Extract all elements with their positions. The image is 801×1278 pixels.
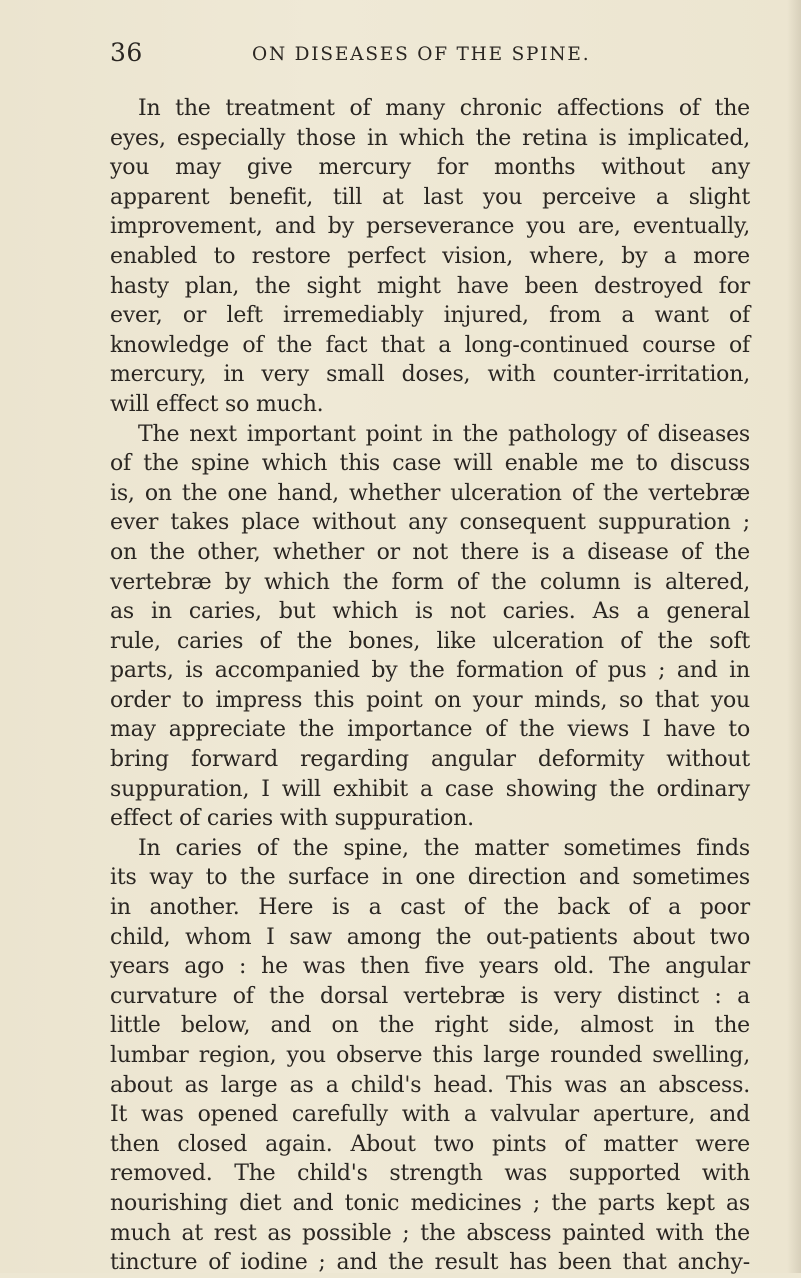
text-line: years ago : he was then five years old. The angular bbox=[110, 954, 750, 980]
page-edge-shadow bbox=[787, 0, 801, 1273]
text-line: order to impress this point on your minds, so that you bbox=[110, 687, 750, 713]
text-line: is, on the one hand, whether ulceration of the vertebræ bbox=[110, 480, 750, 506]
text-line: ever, or left irremediably injured, from a want of bbox=[110, 303, 750, 329]
text-line: will effect so much. bbox=[110, 391, 324, 417]
text-line: suppuration, I will exhibit a case showing the ordinary bbox=[110, 776, 750, 802]
page-number: 36 bbox=[110, 38, 143, 67]
text-line: on the other, whether or not there is a disease of the bbox=[110, 539, 750, 565]
text-line: nourishing diet and tonic medicines ; the parts kept as bbox=[110, 1190, 750, 1216]
text-line: parts, is accompanied by the formation of pus ; and in bbox=[110, 658, 750, 684]
text-line: hasty plan, the sight might have been destroyed for bbox=[110, 273, 750, 299]
text-line: its way to the surface in one direction and sometimes bbox=[110, 865, 750, 891]
text-line: improvement, and by perseverance you are, eventually, bbox=[110, 214, 750, 240]
text-line: In the treatment of many chronic affections of the bbox=[138, 96, 750, 121]
text-line: in another. Here is a cast of the back of a poor bbox=[110, 895, 750, 921]
page-header bbox=[110, 38, 750, 78]
text-line: The next important point in the pathology of diseases bbox=[138, 421, 750, 447]
text-line: of the spine which this case will enable me to discuss bbox=[110, 451, 750, 477]
text-line: In caries of the spine, the matter sometimes finds bbox=[138, 835, 750, 861]
text-line: knowledge of the fact that a long-continued course of bbox=[110, 332, 750, 358]
text-line: vertebræ by which the form of the column is altered, bbox=[110, 569, 750, 595]
text-line: curvature of the dorsal vertebræ is very distinct : a bbox=[110, 983, 750, 1009]
text-line: rule, caries of the bones, like ulceration of the soft bbox=[110, 628, 750, 654]
body-text bbox=[110, 94, 750, 1278]
text-line: about as large as a child's head. This was an abscess. bbox=[110, 1072, 750, 1098]
text-line: removed. The child's strength was supported with bbox=[110, 1161, 750, 1187]
text-line: bring forward regarding angular deformity without bbox=[110, 747, 750, 773]
text-line: apparent benefit, till at last you perceive a slight bbox=[110, 184, 750, 210]
text-line: ever takes place without any consequent suppuration ; bbox=[110, 510, 750, 536]
text-line: tincture of iodine ; and the result has been that anchy- bbox=[110, 1250, 750, 1276]
text-line: little below, and on the right side, almost in the bbox=[110, 1013, 750, 1039]
text-line: lumbar region, you observe this large rounded swelling, bbox=[110, 1043, 750, 1068]
text-line: mercury, in very small doses, with counter-irritation, bbox=[110, 362, 750, 388]
text-line: then closed again. About two pints of matter were bbox=[110, 1131, 750, 1157]
text-line: may appreciate the importance of the views I have to bbox=[110, 717, 750, 743]
text-line: much at rest as possible ; the abscess painted with the bbox=[110, 1220, 750, 1246]
text-line: you may give mercury for months without any bbox=[110, 155, 750, 181]
text-line: child, whom I saw among the out-patients about two bbox=[110, 924, 750, 950]
running-head: ON DISEASES OF THE SPINE. bbox=[252, 44, 591, 65]
text-line: as in caries, but which is not caries. As a general bbox=[110, 599, 750, 625]
text-line: effect of caries with suppuration. bbox=[110, 806, 474, 832]
text-line: enabled to restore perfect vision, where, by a more bbox=[110, 243, 750, 269]
text-line: eyes, especially those in which the retina is implicated, bbox=[110, 125, 750, 151]
text-line: It was opened carefully with a valvular aperture, and bbox=[110, 1102, 750, 1128]
